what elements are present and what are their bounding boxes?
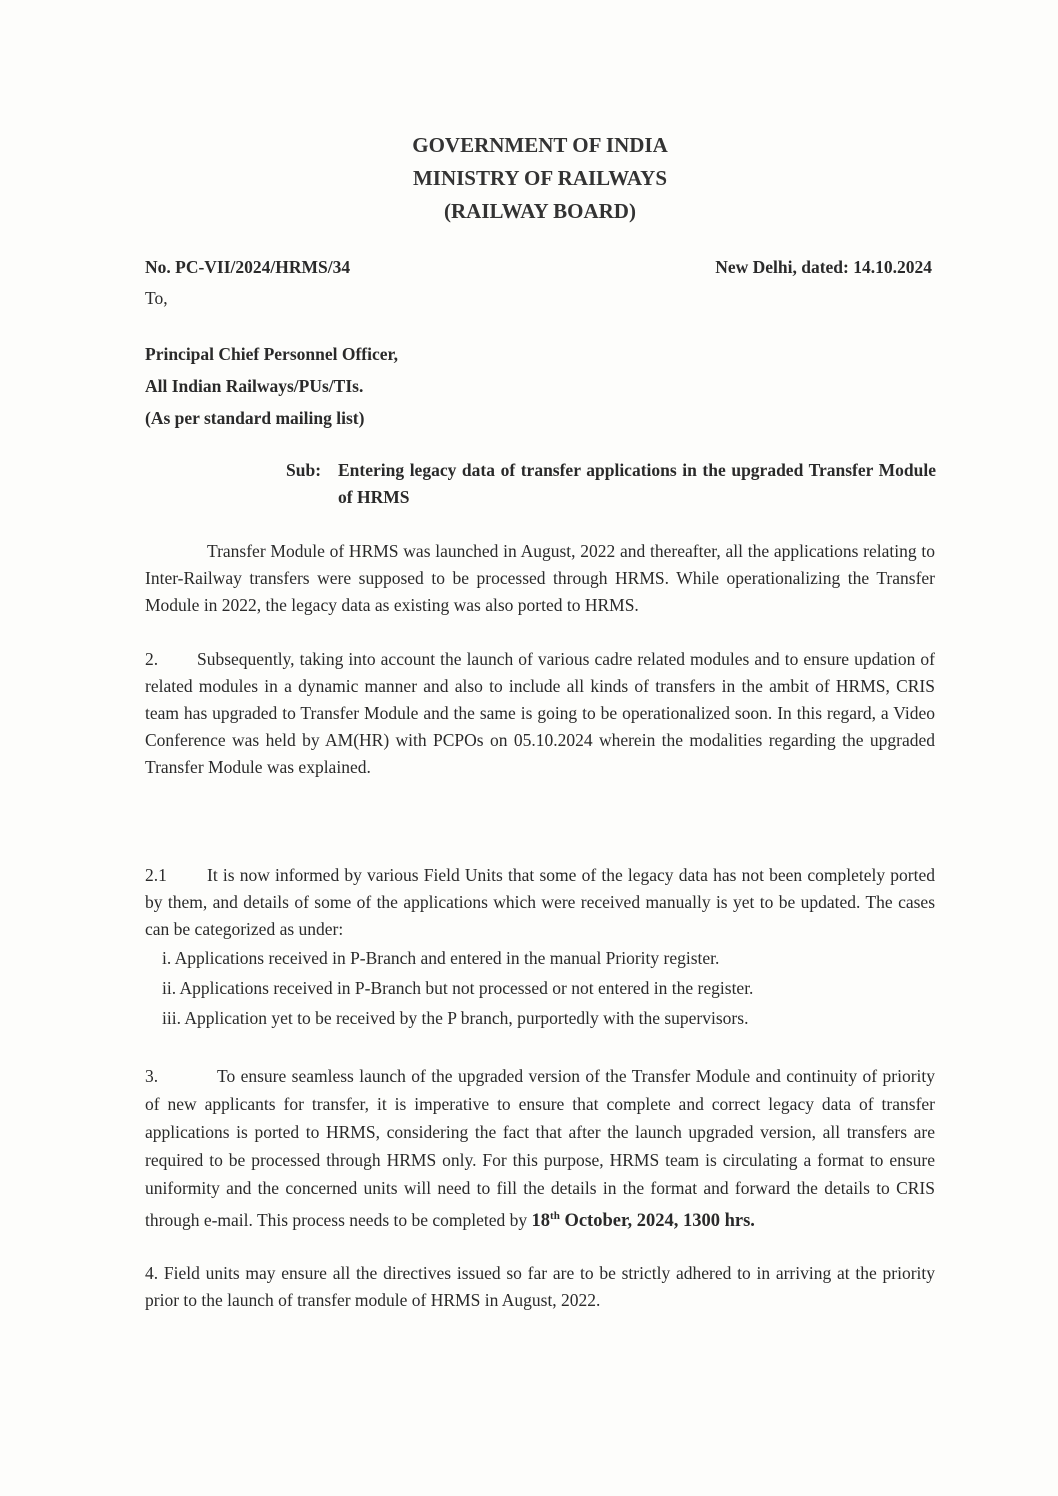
subject-text: Entering legacy data of transfer applications in the upgraded Transfer Module of HRMS (338, 460, 936, 507)
subject-label: Sub: (286, 460, 322, 480)
deadline-day: 18 (531, 1211, 551, 1232)
header-ministry: MINISTRY OF RAILWAYS (412, 166, 668, 190)
paragraph-number: 2. (145, 649, 159, 669)
paragraph-text: Subsequently, taking into account the launch of various cadre related modules and to ensure updation of related modules in a dynamic manner and also to include all kinds of transfers in the ambit of HRMS, CRIS team has upgraded to Transfer Module and the same is going to be operationalized soon. In this regard, a Video Conference was held by AM(HR) with PCPOs on 05.10.2024 wherein the modalities regarding the upgraded Transfer Module was explained. (145, 649, 935, 777)
deadline (532, 1211, 755, 1231)
header-government: GOVERNMENT OF INDIA (412, 133, 668, 157)
addressee (145, 338, 398, 434)
paragraph-text: It is now informed by various Field Units that some of the legacy data has not been completely ported by them, and details of some of the applications which were received manually is yet to be updated. The cases can be categorized as under: (145, 865, 935, 939)
to-label: To, (145, 288, 168, 308)
paragraph-4: 4. Field units may ensure all the directives issued so far are to be strictly adhered to in arriving at the priority prior to the launch of transfer module of HRMS in August, 2022. (145, 1263, 935, 1310)
list-item: i. Applications received in P-Branch and entered in the manual Priority register. (162, 948, 720, 968)
header-board: (RAILWAY BOARD) (444, 199, 636, 223)
paragraph-3 (145, 1062, 935, 1235)
list-item: iii. Application yet to be received by the P branch, purportedly with the supervisors. (162, 1008, 749, 1028)
paragraph-2 (145, 646, 935, 781)
addressee-line: Principal Chief Personnel Officer, (145, 344, 399, 364)
deadline-suffix: th (550, 1210, 560, 1222)
paragraph-number: 3. (145, 1066, 159, 1086)
reference-number: No. PC-VII/2024/HRMS/34 (145, 257, 351, 277)
paragraph-text: To ensure seamless launch of the upgraded version of the Transfer Module and continuity of priority of new applicants for transfer, it is imperative to ensure that complete and correct legacy data of transfer applications is ported to HRMS, considering the fact that after the launch upgraded version, all transfers are required to be processed through HRMS only. For this purpose, HRMS team is circulating a format to ensure uniformity and the concerned units will need to fill the details in the format and forward the details to CRIS through e-mail. This process needs to be completed by (145, 1066, 935, 1231)
subject (286, 457, 936, 511)
deadline-rest: October, 2024, 1300 hrs. (559, 1211, 755, 1232)
list-item: ii. Applications received in P-Branch but not processed or not entered in the register. (162, 978, 754, 998)
paragraph-1: Transfer Module of HRMS was launched in August, 2022 and thereafter, all the applications relating to Inter-Railway transfers were supposed to be processed through HRMS. While operationalizing the Transfer Module in 2022, the legacy data as existing was also ported to HRMS. (145, 541, 935, 615)
addressee-line: All Indian Railways/PUs/TIs. (145, 376, 364, 396)
addressee-line: (As per standard mailing list) (145, 408, 365, 428)
place-date: New Delhi, dated: 14.10.2024 (715, 257, 932, 277)
paragraph-2-1 (145, 862, 935, 943)
paragraph-number: 2.1 (145, 865, 167, 885)
